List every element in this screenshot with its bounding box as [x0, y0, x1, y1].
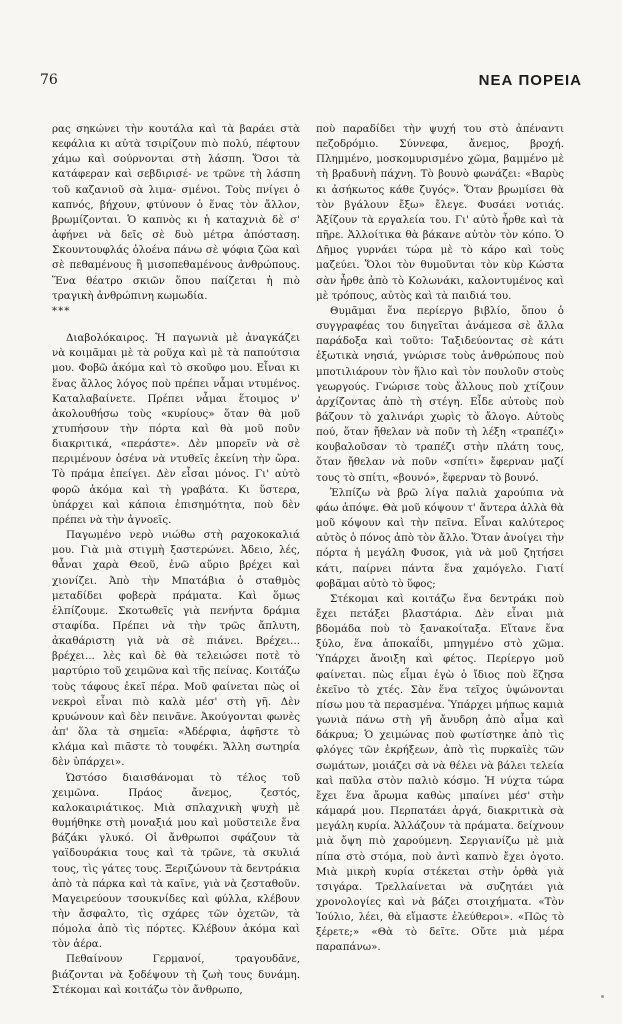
journal-title: ΝΕΑ ΠΟΡΕΙΑ — [478, 72, 582, 89]
paragraph-left-3: Παγωμένο νερὸ νιώθω στὴ ραχοκοκαλιά μου. Γιὰ μιὰ στιγμὴ ξαστερώνει. Ἀδειο, λές, θἆναι χαρὰ Θεοῦ, ἐνῶ αὔριο βρέχει καὶ χιονίζει. Ἀπὸ τὴν Μπατάβια ὁ σταθμὸς μεταδίδει φοβερὰ πράματα. Καὶ ὅμως ἐλπίζουμε. Σκοτωθεῖς γιὰ πενήντα δράμια σταφίδα. Πρέπει νὰ τὴν τρῶς ἄπλυτη, ἀκαθάριστη γιὰ νὰ σὲ πιάνει. Βρέχει... βρέχει... λὲς καὶ δὲ θὰ τελειώσει ποτὲ τὸ μαρτύριο τοῦ χειμῶνα καὶ τῆς πείνας. Κοιτάζω τοὺς τάφους ἐκεῖ πέρα. Μοῦ φαίνεται πὼς οἱ νεκροὶ εἶναι πιὸ καλὰ μέσ' στὴ γῆ. Δὲν κρυώνουν καὶ δὲν πεινᾶνε. Ἀκούγονται φωνὲς ἀπ' ὅλα τὰ σημεῖα: «Ἀδέρφια, ἀφῆστε τὸ κλάμα καὶ πιᾶστε τὸ τουφέκι. Ἄλλη σωτηρία δὲν ὑπάρχει». — [52, 529, 300, 769]
paragraph-right-1: ποὺ παραδίδει τὴν ψυχή του στὸ ἀπέναντι πεζοδρόμιο. Σύννεφα, ἄνεμος, βροχή. Πλημμένο, μοσκομυρισμένο χῶμα, βαμμένο μὲ τὴ βραδυνὴ πάχνη. Τὸ βουνὸ φωνάζει: «Βαρὺς κι ἀσήκωτος κάθε ζυγός». Ὅταν βρωμίσει θὰ τὸν βγάλουν ἔξω» ἔλεγε. Φυσάει νοτιάς. Ἀξίζουν τὰ εργαλεία του. Γι' αὐτὸ ἦρθε καὶ τὰ πῆρε. Ἀλλοίτικα θὰ βάκανε αὐτὸν τὸν κόπο. Ὁ Δῆμος γυρνάει τώρα μὲ τὸ κάρο καὶ τοὺς μαζεύει. Ὅλοι τὸν θυμοῦνται τὸν κὺρ Κώστα σὰν ἦρθε ἀπὸ τὸ Κολωνάκι, καλοντυμένος καὶ μὲ τρόπους, αὐτὸς καὶ τὰ παιδιά του. — [316, 123, 564, 302]
section-separator: *** — [52, 304, 71, 317]
page-header — [40, 72, 582, 94]
paragraph-right-3: Ἐλπίζω νὰ βρῶ λίγα παλιὰ χαρούπια νὰ φάω ἀπόψε. Θὰ μοῦ κόψουν τ' ἄντερα ἀλλὰ θὰ μοῦ κόψουν καὶ τὴν πεῖνα. Εἶναι καλύτερος αὐτὸς ὁ πόνος ἀπὸ τὸν ἄλλο. Ὅταν ἀνοίγει τὴν πόρτα ἡ μεγάλη Φυσοκ, γιὰ νὰ μοῦ ζητήσει κάτι, παίρνει πάντα ἕνα χαμόγελο. Γιατί φοβᾶμαι αὐτὸ τὸ ὕφος; — [316, 486, 564, 590]
paragraph-left-5: Πεθαίνουν Γερμανοί, τραγουδᾶνε, βιάζονται νὰ ξοδέψουν τὴ ζωὴ τους δυνάμη. Στέκομαι καὶ κοιτάζω τὸν ἄνθρωπο, — [52, 953, 300, 996]
paragraph-left-2: Διαβολόκαιρος. Ἡ παγωνιὰ μὲ ἀναγκάζει νὰ κοιμᾶμαι μὲ τὰ ροῦχα καὶ μὲ τὰ παπούτσια μου. Φοβῶ ἀκόμα καὶ τὸ σκοῦφο μου. Εἶναι κι ἕνας ἄλλος λόγος ποὺ πρέπει νἆμαι ντυμένος. Καταλαβαίνετε. Πρέπει νἆμαι ἕτοιμος ν' ἀκολουθήσω τοὺς «κυρίους» ὅταν θὰ μοῦ χτυπήσουν τὴν πόρτα καὶ θὰ μοῦ ποῦν διακριτικά, «περάστε». Δὲν μπορεῖν νὰ σὲ περιμένουν ὁσένα νὰ ντυθεῖς ἐκείνη τὴν ὥρα. Τὸ πράμα ἐπείγει. Δὲν εἶσαι μόνος. Γι' αὐτὸ φορῶ ἀκόμα καὶ τὴ γραβάτα. Κι ὕστερα, ὑπάρχει καὶ κάποια ἐπισημότητα, ποὺ δὲν πρέπει νὰ τὴν ἀγνοεῖς. — [52, 332, 300, 526]
paragraph-right-2: Θυμᾶμαι ἕνα περίεργο βιβλίο, ὅπου ὁ συγγραφέας του διηγεῖται ἀνάμεσα σὲ ἄλλα παράδοξα καὶ τοῦτο: Ταξιδεύοντας σὲ κάτι ἐξωτικὰ νησιά, γνώρισε τοὺς ἀνθρώπους ποὺ μποτιλιάρουν τὸν ἥλιο καὶ τὸν πουλοῦν στοὺς γεωργούς. Γνώρισε τοὺς ἄλλους ποὺ χτίζουν ἀρχίζοντας ἀπὸ τὴ στέγη. Εἶδε αὐτοὺς ποὺ βάζουν τὸ χαλινάρι χωρὶς τὸ ἄλογο. Αὐτοὺς πού, ὅταν ἤθελαν νὰ ποῦν τὴ λέξη «τραπέζι» κουβαλοῦσαν τὸ τραπέζι στὴν πλάτη τους, ὅταν ἤθελαν νὰ ποῦν «σπίτι» ἔφερναν μαζί τους τὸ σπίτι, «βουνό», ἔφερναν τὸ βουνό. — [316, 304, 564, 484]
paper-speck — [601, 995, 604, 998]
left-column — [52, 122, 300, 1006]
paragraph-left-1: ρας σηκώνει τὴν κουτάλα καὶ τὰ βαράει στὰ κεφάλια κι αὐτὰ τσιρίζουν πιὸ πολύ, πέφτουν χάμω καὶ σούρνονται στὴ λάσπη. Ὅσοι τὰ κατάφεραν καὶ σεβδιρισέ- νε τρῶνε τὴ λάσπη τοῦ καζανιοῦ σὰ λιμα- σμένοι. Τοὺς πνίγει ὁ καπνός, βήχουν, φτύνουν ὁ ἕνας τὸν ἄλλον, βρωμίζονται. Ὁ καπνὸς κι ἡ καταχνιὰ δὲ σ' ἀφήνει νὰ δεῖς σὲ δυὸ μέτρα ἀπόσταση. Σκουντουφλάς ὁλοένα πάνω σὲ ψόφια ζῶα καὶ σὲ πεθαμένους ἢ μισοπεθαμένους ἀνθρώπους. Ἕνα θέατρο σκιῶν ὅπου παίζεται ἡ πιὸ τραγικὴ ἀνθρώπινη κωμωδία. — [52, 123, 300, 302]
page-number: 76 — [40, 72, 58, 88]
paragraph-left-4: Ὡστόσο διαισθάνομαι τὸ τέλος τοῦ χειμῶνα. Πράος ἄνεμος, ζεστός, καλοκαιριάτικος. Μιὰ σπλαχνικὴ ψυχὴ μὲ θυμήθηκε στὴ μοναξιά μου καὶ μοῦστειλε ἕνα βάζάκι γλυκό. Οἱ ἄνθρωποι σφάζουν τὰ γαϊδουράκια τους καὶ τὰ τρῶνε, τὰ σκυλιά τους, τὶς γάτες τους. Ξεριζώνουν τὰ δεντράκια ἀπὸ τὰ πάρκα καὶ τὰ καῖνε, γιὰ νὰ ζεσταθοῦν. Μαγειρεύουν τσουκνίδες καὶ φύλλα, κλέβουν τὴν ἄσφαλτο, τὶς σχάρες τῶν ὀχετῶν, τὰ πόμολα ἀπὸ τὶς πόρτες. Κλέβουν ἀκόμα καὶ τὸν ἀέρα. — [52, 771, 300, 951]
section-gap — [52, 319, 300, 331]
right-column — [316, 122, 564, 1006]
paragraph-right-4: Στέκομαι καὶ κοιτάζω ἕνα δεντράκι ποὺ ἔχει πετάξει βλαστάρια. Δὲν εἶναι μιὰ βδομάδα ποὺ τὸ ξανακοίταξα. Εἴτανε ἕνα ξύλο, ἕνα ἀποκαΐδι, μπηγμένο στὸ χῶμα. Ὑπάρχει ἄνοιξη καὶ φέτος. Περίεργο μοῦ φαίνεται. πὼς εἶμαι ἐγὼ ὁ ἴδιος ποὺ ἔζησα ἐκεῖνο τὸ χτές. Σὰν ἕνα τεῖχος ὑψώνονται πίσω μου τὰ περασμένα. Ὑπάρχει μήπως καμιὰ γωνιὰ πάνω στὴ γῆ ἄνυδρη ἀπὸ αἷμα καὶ δάκρυα; Ὁ χειμώνας ποὺ φωτίστηκε ἀπὸ τὶς φλόγες τῶν ἐκρήξεων, ἀπὸ τὶς πυρκαϊὲς τῶν σωμάτων, μοιάζει σὰ νὰ θέλει νὰ βάλει τελεία καὶ παῦλα στὸν παλιὸ κόσμο. Ἡ νύχτα τώρα ἔχει ἕνα ἄρωμα καθὼς μπαίνει μέσ' στὴν κάμαρά μου. Περπατάει ἀργά, διακριτικὰ σὰ μεγάλη κυρία. Ἀλλάζουν τὰ πράματα. δείχνουν μιὰ ὄψη πιὸ χαρούμενη. Σεργιανίζω μὲ μιὰ πίπα στὸ στόμα, ποὺ ἀντὶ καπνὸ ἔχει ὀγοτο. Μιὰ μικρὴ κυρία στέκεται στὴν ὀρθὰ γιὰ τσιγάρα. Τρελλαίνεται νὰ συζητάει γιὰ χρονολογίες καὶ νὰ βάζει στοιχήματα. «Τὸν Ἰούλιο, λέει, θὰ εἴμαστε ἐλεύθεροι». «Πῶς τὸ ξέρετε;» «Θὰ τὸ δεῖτε. Οὔτε μιὰ μέρα παραπάνω». — [316, 592, 564, 954]
